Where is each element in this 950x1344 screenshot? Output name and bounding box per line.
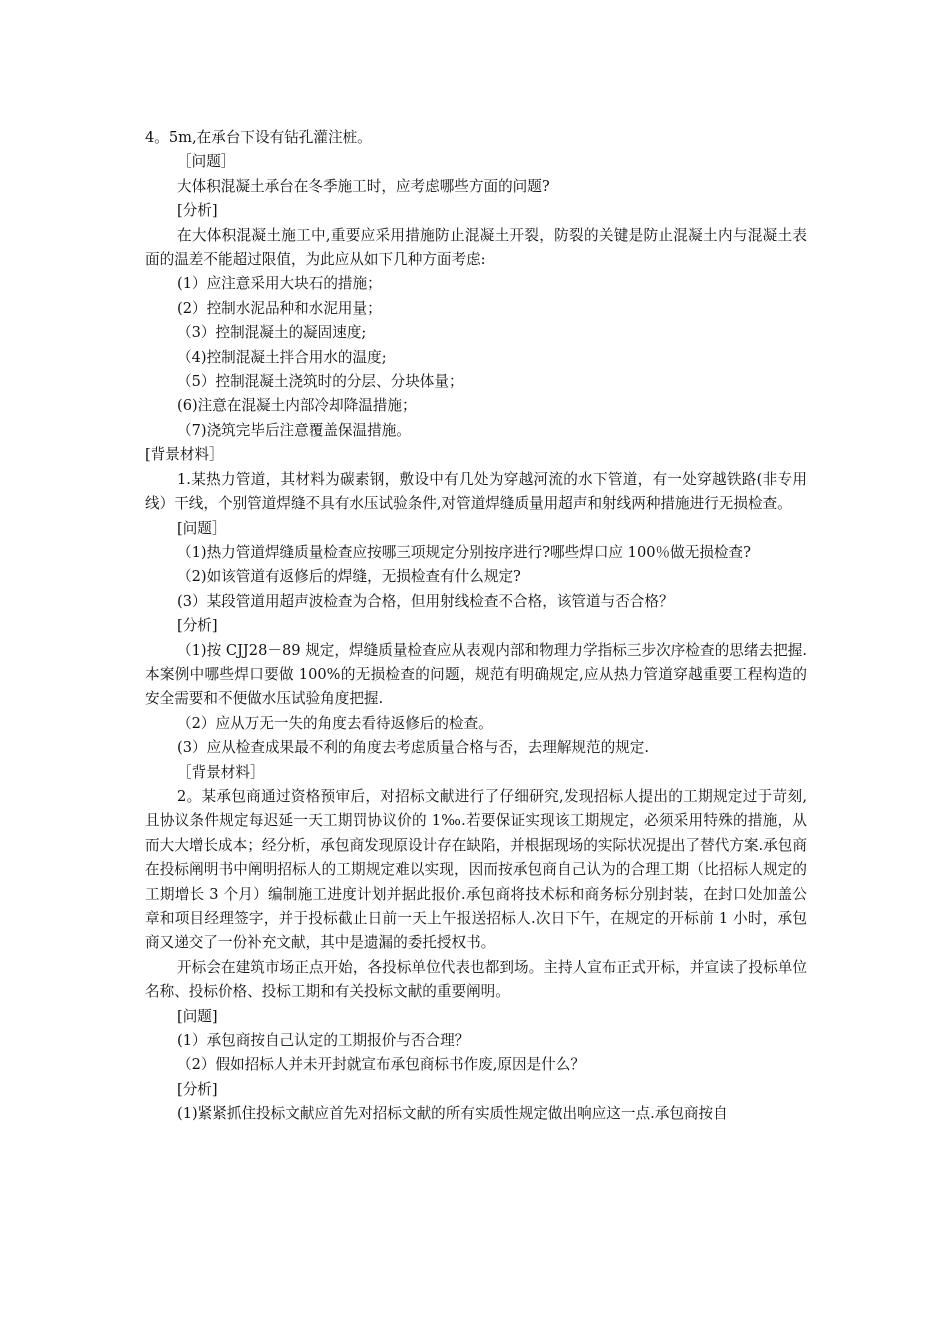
list-item: （2）假如招标人并未开封就宣布承包商标书作废,原因是什么？ <box>177 1056 585 1074</box>
list-item: （2)如该管道有返修后的焊缝，无损检查有什么规定? <box>177 568 521 586</box>
paragraph: (1)紧紧抓住投标文献应首先对招标文献的所有实质性规定做出响应这一点.承包商按自 <box>177 1105 728 1123</box>
section-heading: [问题］ <box>177 519 227 537</box>
section-heading: [分析] <box>177 1080 218 1098</box>
list-item: (3）某段管道用超声波检查为合格，但用射线检查不合格，该管道与否合格？ <box>177 592 674 610</box>
section-heading: [分析] <box>177 202 218 220</box>
paragraph: 4。5m,在承台下设有钻孔灌注桩。 <box>145 129 372 146</box>
paragraph: 1.某热力管道，其材料为碳素钢，敷设中有几处为穿越河流的水下管道，有一处穿越铁路(非专用线）干线，个别管道焊缝不具有水压试验条件,对管道焊缝质量用超声和射线两种措施进行无损检查。 <box>145 470 807 513</box>
paragraph: 开标会在建筑市场正点开始，各投标单位代表也都到场。主持人宣布正式开标，并宣读了投标单位名称、投标价格、投标工期和有关投标文献的重要阐明。 <box>145 958 807 1001</box>
list-item: （7)浇筑完毕后注意覆盖保温措施。 <box>177 421 411 439</box>
list-item: (6)注意在混凝土内部冷却降温措施； <box>177 397 417 415</box>
list-item: (2）控制水泥品种和水泥用量； <box>177 299 382 317</box>
list-item: （1)按 CJJ28－89 规定，焊缝质量检查应从表观内部和物理力学指标三步次序检查的思绪去把握.本案例中哪些焊口要做 100%的无损检查的问题，规范有明确规定,应从热力管道穿越重要工程构造的安全需要和不便做水压试验角度把握. <box>145 641 807 708</box>
list-item: (1）承包商按自己认定的工期报价与否合理？ <box>177 1032 470 1050</box>
section-heading: [背景材料］ <box>145 446 224 464</box>
document-body <box>145 126 807 1127</box>
section-heading: [分析] <box>177 617 218 635</box>
list-item: （4)控制混凝土拌合用水的温度; <box>177 348 387 366</box>
list-item: （1)热力管道焊缝质量检查应按哪三项规定分别按序进行?哪些焊口应 100％做无损检查? <box>177 543 751 561</box>
paragraph: 2。某承包商通过资格预审后，对招标文献进行了仔细研究,发现招标人提出的工期规定过于苛刻,且协议条件规定每迟延一天工期罚协议价的 1‰.若要保证实现该工期规定，必须采用特殊的措施，从而大大增长成本；经分析，承包商发现原设计存在缺陷，并根据现场的实际状况提出了替代方案.承包商在投标阐明书中阐明招标人的工期规定难以实现，因而按承包商自己认为的合理工期（比招标人规定的工期增长 3 个月）编制施工进度计划并据此报价.承包商将技术标和商务标分别封装，在封口处加盖公章和项目经理签字，并于投标截止日前一天上午报送招标人.次日下午，在规定的开标前 1 小时，承包商又递交了一份补充文献，其中是遗漏的委托授权书。 <box>145 787 807 952</box>
list-item: （2）应从万无一失的角度去看待返修后的检查。 <box>177 714 493 732</box>
list-item: (3）应从检查成果最不利的角度去考虑质量合格与否，去理解规范的规定. <box>177 739 650 757</box>
paragraph: 大体积混凝土承台在冬季施工时，应考虑哪些方面的问题? <box>177 177 550 195</box>
section-heading: ［背景材料］ <box>177 763 265 781</box>
list-item: （5）控制混凝土浇筑时的分层、分块体量； <box>177 373 464 391</box>
paragraph: 在大体积混凝土施工中,重要应采用措施防止混凝土开裂，防裂的关键是防止混凝土内与混凝土表面的温差不能超过限值，为此应从如下几种方面考虑: <box>145 226 807 269</box>
list-item: (1）应注意采用大块石的措施； <box>177 275 382 293</box>
section-heading: [问题] <box>177 1007 218 1025</box>
section-heading: ［问题］ <box>177 153 236 171</box>
list-item: （3）控制混凝土的凝固速度; <box>177 324 367 342</box>
